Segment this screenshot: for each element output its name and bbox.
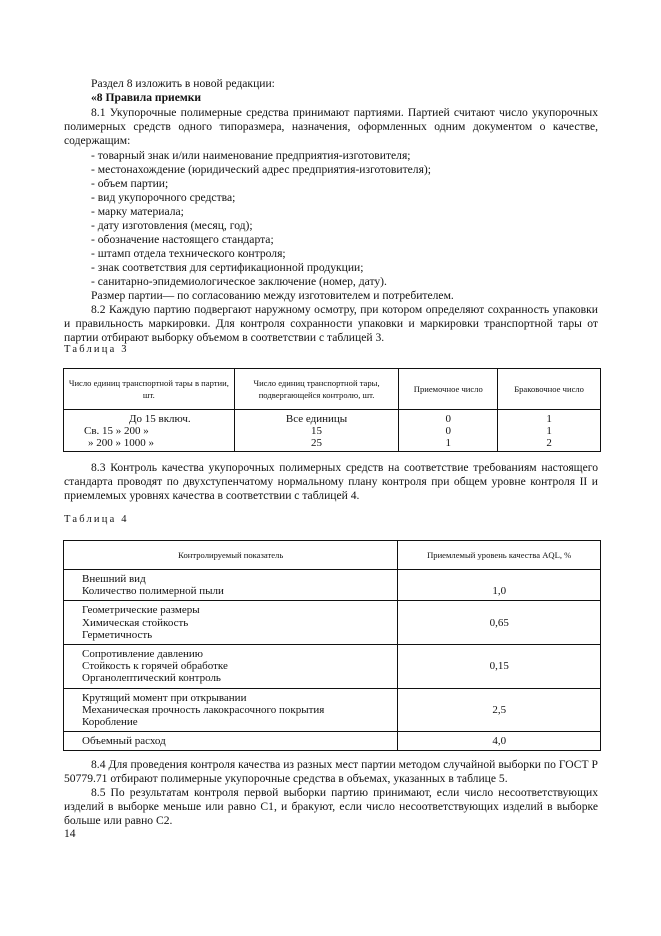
table-row [64,645,601,689]
table-header: Число единиц транспортной тары, подвергающейся контролю, шт. [234,369,399,410]
table-cell: 1 [546,425,552,437]
table-cell: 0,65 [398,601,601,645]
list-item: - дату изготовления (месяц, год); [91,219,253,232]
paragraph-8-5: 8.5 По результатам контроля первой выборки партию принимают, если число несоответствующих изделий в выборке меньше или равно С1, и бракуют, если число несоответствующих изделий в выборке больше или равно С2. [64,786,598,828]
party-size-text: Размер партии— по согласованию между изготовителем и потребителем. [91,289,454,302]
table-4 [63,540,601,751]
table-cell: Геометрические размеры [82,604,200,617]
list-item: - объем партии; [91,177,169,190]
table-cell: Органолептический контроль [82,672,221,685]
table-cell: Объемный расход [82,735,166,748]
paragraph-8-1: 8.1 Укупорочные полимерные средства принимают партиями. Партией считают число укупорочных полимерных средств одного типоразмера, назначения, оформленных одним документом о качестве, содержащим: [64,106,598,148]
table-body [64,410,601,452]
intro-line: Раздел 8 изложить в новой редакции: [91,77,275,90]
table-header: Приемочное число [399,369,498,410]
table-cell: Механическая прочность лакокрасочного покрытия [82,703,325,716]
table-cell: Коробление [82,716,138,729]
table-cell: 2 [546,437,552,449]
table-cell: 1 [546,413,552,425]
table-row [64,570,601,601]
table-cell: 1 [445,437,452,449]
table-cell: 2,5 [398,688,601,732]
list-item: - штамп отдела технического контроля; [91,247,286,260]
table-3 [63,368,601,452]
paragraph-8-4: 8.4 Для проведения контроля качества из разных мест партии методом случайной выборки по ГОСТ Р 50779.71 отбирают полимерные укупорочные средства в объемах, указанных в таблице 5. [64,758,598,786]
list-item: - обозначение настоящего стандарта; [91,233,274,246]
table-cell: 0 [445,425,452,437]
list-item: - местонахождение (юридический адрес предприятия-изготовителя); [91,163,431,176]
table-header-row [64,369,601,410]
table-header: Браковочное число [498,369,601,410]
section-heading: «8 Правила приемки [91,91,202,104]
table-cell: Св. 15 » 200 » [84,425,149,437]
table-cell: 0,15 [398,645,601,689]
paragraph-8-3: 8.3 Контроль качества укупорочных полимерных средств на соответствие требованиям настоящего стандарта проводят по двухступенчатому нормальному плану контроля при общем уровне контроля II и приемлемых уровнях качества в соответствии с таблицей 4. [64,461,598,503]
paragraph-8-2: 8.2 Каждую партию подвергают наружному осмотру, при котором определяют сохранность упаковки и правильность маркировки. Для контроля сохранности упаковки и маркировки транспортной тары от партии отбирают выборку объемом в соответствии с таблицей 3. [64,303,598,345]
table-cell: Количество полимерной пыли [82,585,224,598]
table-row [64,601,601,645]
table-header: Приемлемый уровень качества AQL, % [398,541,601,570]
table-cell: » 200 » 1000 » [88,437,154,449]
table-header-row [64,541,601,570]
table-row [64,732,601,751]
table4-caption: Таблица 4 [64,514,129,525]
table-cell: До 15 включ. [129,413,191,425]
table-cell: Стойкость к горячей обработке [82,660,228,673]
table-cell: Химическая стойкость [82,616,189,629]
list-item: - товарный знак и/или наименование предприятия-изготовителя; [91,149,411,162]
list-item: - вид укупорочного средства; [91,191,236,204]
table-cell: 0 [445,413,452,425]
list-item: - марку материала; [91,205,184,218]
table-header: Число единиц транспортной тары в партии, шт. [64,369,235,410]
table-cell: 1,0 [398,570,601,601]
table-cell: 15 [311,425,323,437]
page-number: 14 [64,827,76,840]
table-cell: Внешний вид [82,573,146,585]
table3-caption: Таблица 3 [64,344,129,355]
table-cell: Все единицы [285,413,348,425]
table-cell: 25 [311,437,323,449]
table-row [64,688,601,732]
table-cell: Герметичность [82,628,153,641]
table-cell: 4,0 [398,732,601,751]
list-item: - знак соответствия для сертификационной продукции; [91,261,364,274]
table-cell: Крутящий момент при открывании [82,691,247,704]
list-item: - санитарно-эпидемиологическое заключение (номер, дату). [91,275,387,288]
table-cell: Сопротивление давлению [82,648,203,661]
table-header: Контролируемый показатель [64,541,398,570]
